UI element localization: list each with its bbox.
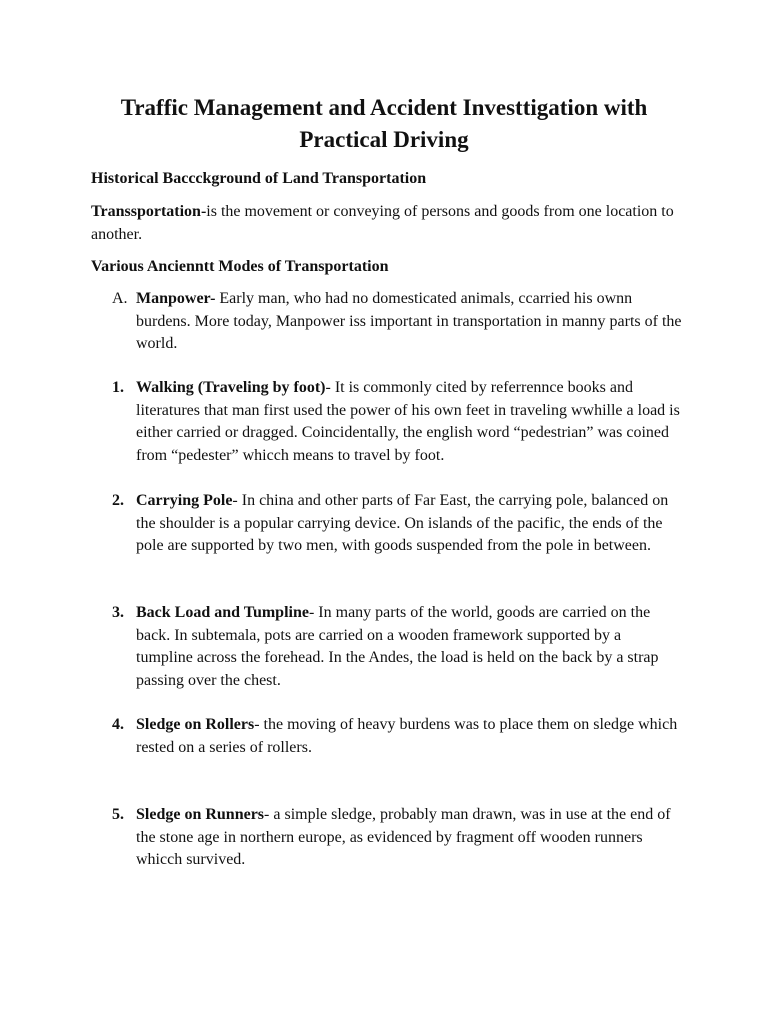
- subheading: Various Ancienntt Modes of Transportation: [91, 258, 389, 275]
- list-marker: 5.: [112, 806, 124, 823]
- section-heading: Historical Baccckground of Land Transportation: [91, 170, 427, 187]
- item-text: - a simple sledge, probably man drawn, was in use at the end of the stone age in northern europe, as evidenced by fragment off wooden runners whicch survived.: [136, 806, 671, 868]
- list-item-body: [136, 804, 682, 872]
- list-item-2: [112, 490, 682, 558]
- item-text: - It is commonly cited by referrennce books and literatures that man first used the power of his own feet in traveling wwhille a load is either carried or dragged. Coincidentally, the english word “pedestrian” was coined from “pedester” whicch means to travel by foot.: [136, 379, 680, 464]
- item-text: - In china and other parts of Far East, the carrying pole, balanced on the shoulder is a popular carrying device. On islands of the pacific, the ends of the pole are supported by two men, with goods suspended from the pole in between.: [136, 492, 669, 554]
- list-marker: 1.: [112, 379, 124, 396]
- item-term: Manpower-: [136, 290, 216, 307]
- item-text: Early man, who had no domesticated animals, ccarried his ownn burdens. More today, Manpower iss important in transportation in manny parts of the world.: [136, 290, 682, 352]
- item-term: Sledge on Rollers: [136, 716, 255, 733]
- list-item-body: [136, 377, 682, 467]
- item-term: Carrying Pole: [136, 492, 233, 509]
- definition-term: Transsportation-: [91, 203, 207, 220]
- list-item-body: [136, 490, 682, 558]
- document-title: [60, 92, 708, 156]
- list-marker: A.: [112, 290, 128, 307]
- list-item-4: [112, 714, 682, 759]
- list-marker: 3.: [112, 604, 124, 621]
- list-item-1: [112, 377, 682, 467]
- title-line-2: Practical Driving: [299, 127, 469, 152]
- list-item-3: [112, 602, 682, 692]
- list-item-body: [136, 714, 682, 759]
- item-term: Back Load and Tumpline: [136, 604, 309, 621]
- list-marker: 4.: [112, 716, 124, 733]
- list-item-body: [136, 602, 682, 692]
- item-text: - the moving of heavy burdens was to place them on sledge which rested on a series of rollers.: [136, 716, 678, 756]
- definition-text: is the movement or conveying of persons and goods from one location to another.: [91, 203, 674, 243]
- item-term: Walking (Traveling by foot): [136, 379, 326, 396]
- title-line-1: Traffic Management and Accident Investtigation with: [120, 95, 648, 120]
- definition-paragraph: [91, 201, 691, 246]
- list-item-body: [136, 288, 682, 356]
- item-term: Sledge on Runners: [136, 806, 265, 823]
- list-item-5: [112, 804, 682, 872]
- list-marker: 2.: [112, 492, 124, 509]
- list-item-a: [112, 288, 682, 356]
- item-text: - In many parts of the world, goods are carried on the back. In subtemala, pots are carried on a wooden framework supported by a tumpline across the forehead. In the Andes, the load is held on the back by a strap passing over the chest.: [136, 604, 659, 689]
